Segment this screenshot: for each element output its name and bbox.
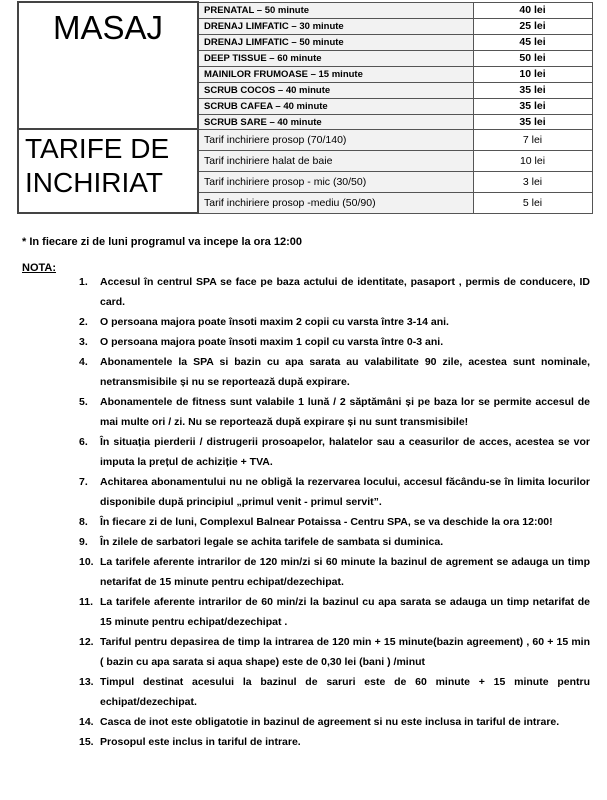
item-text: O persoana majora poate însoti maxim 1 copil cu varsta între 0-3 ani. [100, 336, 444, 348]
list-item [0, 732, 607, 752]
rental-title [18, 129, 198, 213]
list-item [0, 632, 607, 672]
item-number: 1. [79, 276, 88, 288]
service-name: DRENAJ LIMFATIC – 50 minute [198, 34, 473, 50]
item-number: 9. [79, 536, 88, 548]
item-text: La tarifele aferente intrarilor de 60 min/zi la bazinul cu apa sarata se adauga un timp netarifat de 15 minute pentru echipat/dezechipat . [100, 596, 590, 628]
item-number: 7. [79, 476, 88, 488]
service-name: Tarif inchiriere prosop - mic (30/50) [198, 171, 473, 192]
service-price: 35 lei [473, 114, 592, 130]
item-number: 3. [79, 336, 88, 348]
rules-list [0, 272, 607, 752]
list-item [0, 472, 607, 512]
item-number: 13. [79, 676, 94, 688]
list-item [0, 592, 607, 632]
item-number: 4. [79, 356, 88, 368]
item-number: 14. [79, 716, 94, 728]
list-item [0, 272, 607, 312]
service-price: 3 lei [473, 171, 592, 192]
list-item [0, 552, 607, 592]
service-price: 45 lei [473, 34, 592, 50]
item-text: Accesul în centrul SPA se face pe baza actului de identitate, pasaport , permis de conducere, ID card. [100, 276, 590, 308]
rental-price-table [17, 128, 593, 214]
item-text: În situația pierderii / distrugerii prosoapelor, halatelor sau a ceasurilor de acces, acestea se vor imputa la prețul de achiziție + TVA. [100, 436, 590, 468]
item-number: 2. [79, 316, 88, 328]
rental-title-line1: TARIFE DE [25, 133, 170, 164]
list-item [0, 352, 607, 392]
list-item [0, 672, 607, 712]
service-price: 50 lei [473, 50, 592, 66]
list-item [0, 512, 607, 532]
service-name: SCRUB CAFEA – 40 minute [198, 98, 473, 114]
item-text: La tarifele aferente intrarilor de 120 min/zi si 60 minute la bazinul de agrement se adauga un timp netarifat de 15 minute pentru echipat/dezechipat. [100, 556, 590, 588]
list-item [0, 432, 607, 472]
list-item [0, 332, 607, 352]
monday-notice: * In fiecare zi de luni programul va incepe la ora 12:00 [22, 236, 302, 248]
masaj-price-table [17, 1, 593, 131]
item-text: Tariful pentru depasirea de timp la intrarea de 120 min + 15 minute(bazin agreement) , 60 + 15 min ( bazin cu apa sarata si aqua shape) este de 0,30 lei (bani ) /minut [100, 636, 590, 668]
item-number: 5. [79, 396, 88, 408]
service-price: 40 lei [473, 2, 592, 18]
item-number: 8. [79, 516, 88, 528]
item-number: 12. [79, 636, 94, 648]
list-item [0, 392, 607, 432]
item-text: Timpul destinat acesului la bazinul de saruri este de 60 minute + 15 minute pentru echipat/dezechipat. [100, 676, 590, 708]
service-name: Tarif inchiriere halat de baie [198, 150, 473, 171]
service-name: PRENATAL – 50 minute [198, 2, 473, 18]
service-price: 10 lei [473, 66, 592, 82]
item-number: 6. [79, 436, 88, 448]
table-row [18, 2, 592, 18]
rental-title-line2: INCHIRIAT [25, 167, 163, 198]
item-text: O persoana majora poate însoti maxim 2 copii cu varsta între 3-14 ani. [100, 316, 449, 328]
item-number: 10. [79, 556, 94, 568]
list-item [0, 712, 607, 732]
service-name: SCRUB COCOS – 40 minute [198, 82, 473, 98]
item-text: Prosopul este inclus in tariful de intrare. [100, 736, 301, 748]
nota-heading: NOTA: [22, 262, 57, 274]
item-text: Abonamentele la SPA si bazin cu apa sarata au valabilitate 90 zile, acestea sunt nominale, netransmisibile și nu se reportează după expirare. [100, 356, 590, 388]
item-text: Achitarea abonamentului nu ne obligă la rezervarea locului, accesul făcându-se în limita locurilor disponibile după principiul „primul venit - primul servit”. [100, 476, 590, 508]
service-name: Tarif inchiriere prosop -mediu (50/90) [198, 192, 473, 213]
service-name: DEEP TISSUE – 60 minute [198, 50, 473, 66]
item-number: 15. [79, 736, 94, 748]
service-name: MAINILOR FRUMOASE – 15 minute [198, 66, 473, 82]
service-price: 35 lei [473, 82, 592, 98]
list-item [0, 312, 607, 332]
item-number: 11. [79, 596, 94, 608]
service-price: 25 lei [473, 18, 592, 34]
service-name: Tarif inchiriere prosop (70/140) [198, 129, 473, 150]
service-name: DRENAJ LIMFATIC – 30 minute [198, 18, 473, 34]
service-price: 7 lei [473, 129, 592, 150]
service-price: 35 lei [473, 98, 592, 114]
table-row [18, 129, 592, 150]
item-text: În fiecare zi de luni, Complexul Balnear Potaissa - Centru SPA, se va deschide la ora 12:00! [100, 516, 553, 528]
item-text: Casca de inot este obligatotie in bazinul de agreement si nu este inclusa in tariful de intrare. [100, 716, 560, 728]
service-price: 5 lei [473, 192, 592, 213]
service-price: 10 lei [473, 150, 592, 171]
item-text: Abonamentele de fitness sunt valabile 1 lună / 2 săptămâni și pe baza lor se permite accesul de mai multe ori / zi. Nu se reportează după expirare și nu sunt transmisibile! [100, 396, 590, 428]
list-item [0, 532, 607, 552]
item-text: În zilele de sarbatori legale se achita tarifele de sambata si duminica. [100, 536, 444, 548]
service-name: SCRUB SARE – 40 minute [198, 114, 473, 130]
masaj-title: MASAJ [18, 2, 198, 130]
